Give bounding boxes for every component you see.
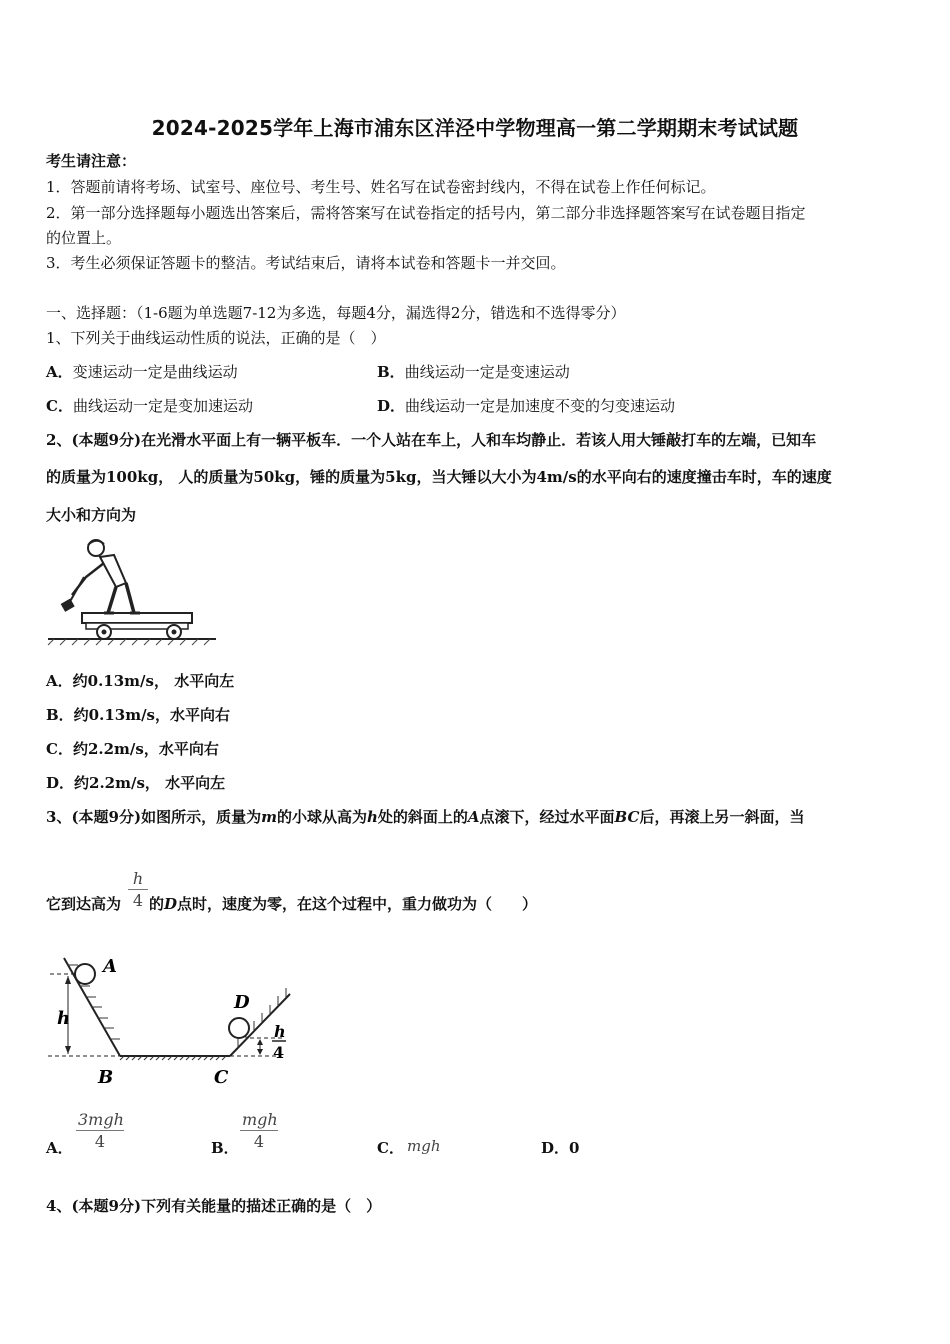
question-2-line: 的质量为100kg， 人的质量为50kg，锤的质量为5kg，当大锤以大小为4m/s的水平向右的速度撞击车时，车的速度 (46, 468, 832, 486)
question-number: 3、 (46, 808, 72, 826)
question-2-line (46, 430, 816, 450)
question-text: 的 (149, 895, 165, 913)
label-a: A (103, 956, 117, 977)
question-text: 点滚下，经过水平面 (479, 808, 615, 826)
incline-figure (44, 950, 304, 1090)
label-b: B (98, 1067, 114, 1088)
hammer-cart-figure (44, 535, 219, 650)
q3-option-c-value: mgh (407, 1137, 441, 1155)
q3-option-d-label (541, 1138, 579, 1158)
fraction-h-over-4 (128, 869, 148, 912)
q2-option-d: D．约2.2m/s， 水平向左 (46, 774, 226, 792)
option-label: D． (377, 397, 406, 415)
question-text: (本题9分)如图所示，质量为 (71, 808, 262, 826)
q3-option-a-fraction (76, 1110, 124, 1153)
question-4-stem (46, 1196, 381, 1216)
q2-option-a: A．约0.13m/s， 水平向左 (46, 672, 235, 690)
question-number: 2、 (46, 431, 72, 449)
q3-option-a-label: A． (46, 1139, 73, 1157)
q1-option-d (377, 396, 675, 416)
question-2-line: 大小和方向为 (46, 506, 137, 524)
option-text: 曲线运动一定是变加速运动 (72, 397, 253, 415)
question-text: 后，再滚上另一斜面，当 (639, 808, 805, 826)
q2-option-c: C．约2.2m/s，水平向右 (46, 740, 219, 758)
variable-m: m (261, 808, 277, 826)
fraction-numerator: mgh (242, 1110, 278, 1129)
q1-option-c (46, 396, 253, 416)
label-h4-num: h (274, 1022, 286, 1041)
question-text: 点时，速度为零，在这个过程中，重力做功为（ ） (177, 895, 538, 913)
question-text: 的小球从高为 (276, 808, 367, 826)
notice-item: 的位置上。 (46, 229, 122, 247)
q3-option-c-label: C． (377, 1139, 404, 1157)
question-3-line-2b (149, 894, 537, 914)
notice-heading: 考生请注意： (46, 152, 137, 170)
option-text: 曲线运动一定是变速运动 (404, 363, 570, 381)
question-3-line (46, 807, 804, 827)
point-d: D (164, 895, 178, 913)
page-title: 2024-2025学年上海市浦东区洋泾中学物理高一第二学期期末考试试题 (151, 116, 799, 140)
notice-item: 1．答题前请将考场、试室号、座位号、考生号、姓名写在试卷密封线内，不得在试卷上作任何标记。 (46, 178, 716, 196)
option-label: A． (46, 363, 73, 381)
notice-item: 2．第一部分选择题每小题选出答案后，需将答案写在试卷指定的括号内，第二部分非选择题答案写在试卷题目指定 (46, 204, 806, 222)
option-text: 曲线运动一定是加速度不变的匀变速运动 (405, 397, 676, 415)
question-1-stem: 1、下列关于曲线运动性质的说法，正确的是（ ） (46, 329, 386, 347)
q2-option-b: B．约0.13m/s，水平向右 (46, 706, 231, 724)
option-text: 0 (569, 1139, 580, 1157)
section-heading: 一、选择题：（1-6题为单选题7-12为多选，每题4分，漏选得2分，错选和不选得零分） (46, 304, 626, 322)
fraction-denominator: 4 (94, 1132, 106, 1151)
label-h: h (57, 1008, 71, 1029)
option-label: D． (541, 1139, 570, 1157)
option-label: B． (377, 363, 405, 381)
fraction-denominator: 4 (253, 1132, 265, 1151)
label-d: D (234, 992, 250, 1013)
q1-option-a (46, 362, 238, 382)
question-3-line-2a: 它到达高为 (46, 895, 122, 913)
question-number: 4、 (46, 1197, 72, 1215)
point-a: A (467, 808, 480, 826)
fraction-numerator: 3mgh (78, 1110, 124, 1129)
fraction-denominator: 4 (132, 891, 144, 910)
fraction-numerator: h (128, 869, 148, 890)
segment-bc: BC (614, 808, 640, 826)
label-h4-den: 4 (273, 1043, 285, 1062)
q3-option-b-fraction (240, 1110, 278, 1153)
label-c: C (214, 1067, 229, 1088)
q3-option-b-label: B． (211, 1139, 239, 1157)
option-label: C． (46, 397, 73, 415)
question-text: (本题9分)在光滑水平面上有一辆平板车．一个人站在车上，人和车均静止．若该人用大锤敲打车的左端，已知车 (71, 431, 817, 449)
question-text: (本题9分)下列有关能量的描述正确的是（ ） (71, 1197, 382, 1215)
question-text: 处的斜面上的 (377, 808, 468, 826)
variable-h: h (366, 808, 378, 826)
option-text: 变速运动一定是曲线运动 (72, 363, 238, 381)
notice-item: 3．考生必须保证答题卡的整洁。考试结束后，请将本试卷和答题卡一并交回。 (46, 254, 566, 272)
q1-option-b (377, 362, 570, 382)
